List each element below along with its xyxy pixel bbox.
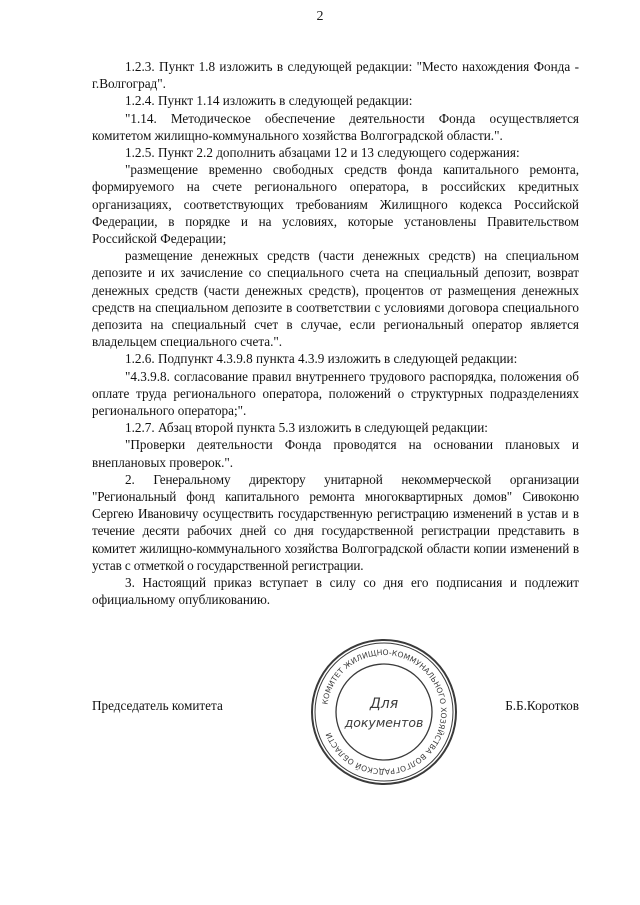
paragraph-special-deposit: размещение денежных средств (части денежных средств) на специальном депозите и их зачисление со специального счета на специальный депозит, возврат денежных средств (части денежных средств), процентов от размещения денежных средств на специальном депозите в соответствии с условиями договора специального депозита на специальный счет в случае, если региональный оператор является владельцем специального счета.". <box>92 248 579 350</box>
paragraph-1-2-7: 1.2.7. Абзац второй пункта 5.3 изложить в следующей редакции: <box>125 420 488 436</box>
paragraph-2-director: 2. Генеральному директору унитарной некоммерческой организации "Региональный фонд капитального ремонта многоквартирных домов" Сивоконю Сергею Ивановичу осуществить государственную регистрацию изменений в устав и в течение десяти рабочих дней со дня государственной регистрации представить в комитет жилищно-коммунального хозяйства Волгоградской области копии изменений в устав с отметкой о государственной регистрации. <box>92 471 579 573</box>
stamp-center-line-2: документов <box>344 715 424 730</box>
paragraph-1-2-6: 1.2.6. Подпункт 4.3.9.8 пункта 4.3.9 изложить в следующей редакции: <box>125 351 518 367</box>
paragraph-deposit-placement: "размещение временно свободных средств фонда капитального ремонта, формируемого на счете регионального оператора, в российских кредитных организациях, соответствующих требованиям Жилищного кодекса Российской Федерации, в порядке и на условиях, которые установлены Правительством Российской Федерации; <box>92 162 579 247</box>
paragraph-inspections-text: "Проверки деятельности Фонда проводятся на основании плановых и внеплановых проверок.". <box>92 437 579 470</box>
paragraph-1-2-4: 1.2.4. Пункт 1.14 изложить в следующей редакции: <box>125 93 413 109</box>
paragraph-3-effective: 3. Настоящий приказ вступает в силу со дня его подписания и подлежит официальному опубликованию. <box>92 575 579 608</box>
paragraph-1-2-5: 1.2.5. Пункт 2.2 дополнить абзацами 12 и 13 следующего содержания: <box>125 145 520 161</box>
stamp-ring-text: КОМИТЕТ ЖИЛИЩНО-КОММУНАЛЬНОГО ХОЗЯЙСТВА ВОЛГОГРАДСКОЙ ОБЛАСТИ <box>320 647 449 777</box>
official-stamp <box>310 638 458 786</box>
stamp-center-line-1: Для <box>369 696 399 712</box>
paragraph-1-14-text: "1.14. Методическое обеспечение деятельности Фонда осуществляется комитетом жилищно-коммунального хозяйства Волгоградской области.". <box>92 110 579 143</box>
document-body <box>92 58 579 609</box>
paragraph-4-3-9-8-text: "4.3.9.8. согласование правил внутреннего трудового распорядка, положения об оплате труда регионального оператора, положений о структурных подразделениях регионального оператора;". <box>92 368 579 419</box>
page-number: 2 <box>316 9 324 24</box>
paragraph-1-2-3: 1.2.3. Пункт 1.8 изложить в следующей редакции: "Место нахождения Фонда - г.Волгоград". <box>92 59 579 92</box>
signatory-name: Б.Б.Коротков <box>505 698 579 713</box>
signatory-position: Председатель комитета <box>92 698 223 713</box>
